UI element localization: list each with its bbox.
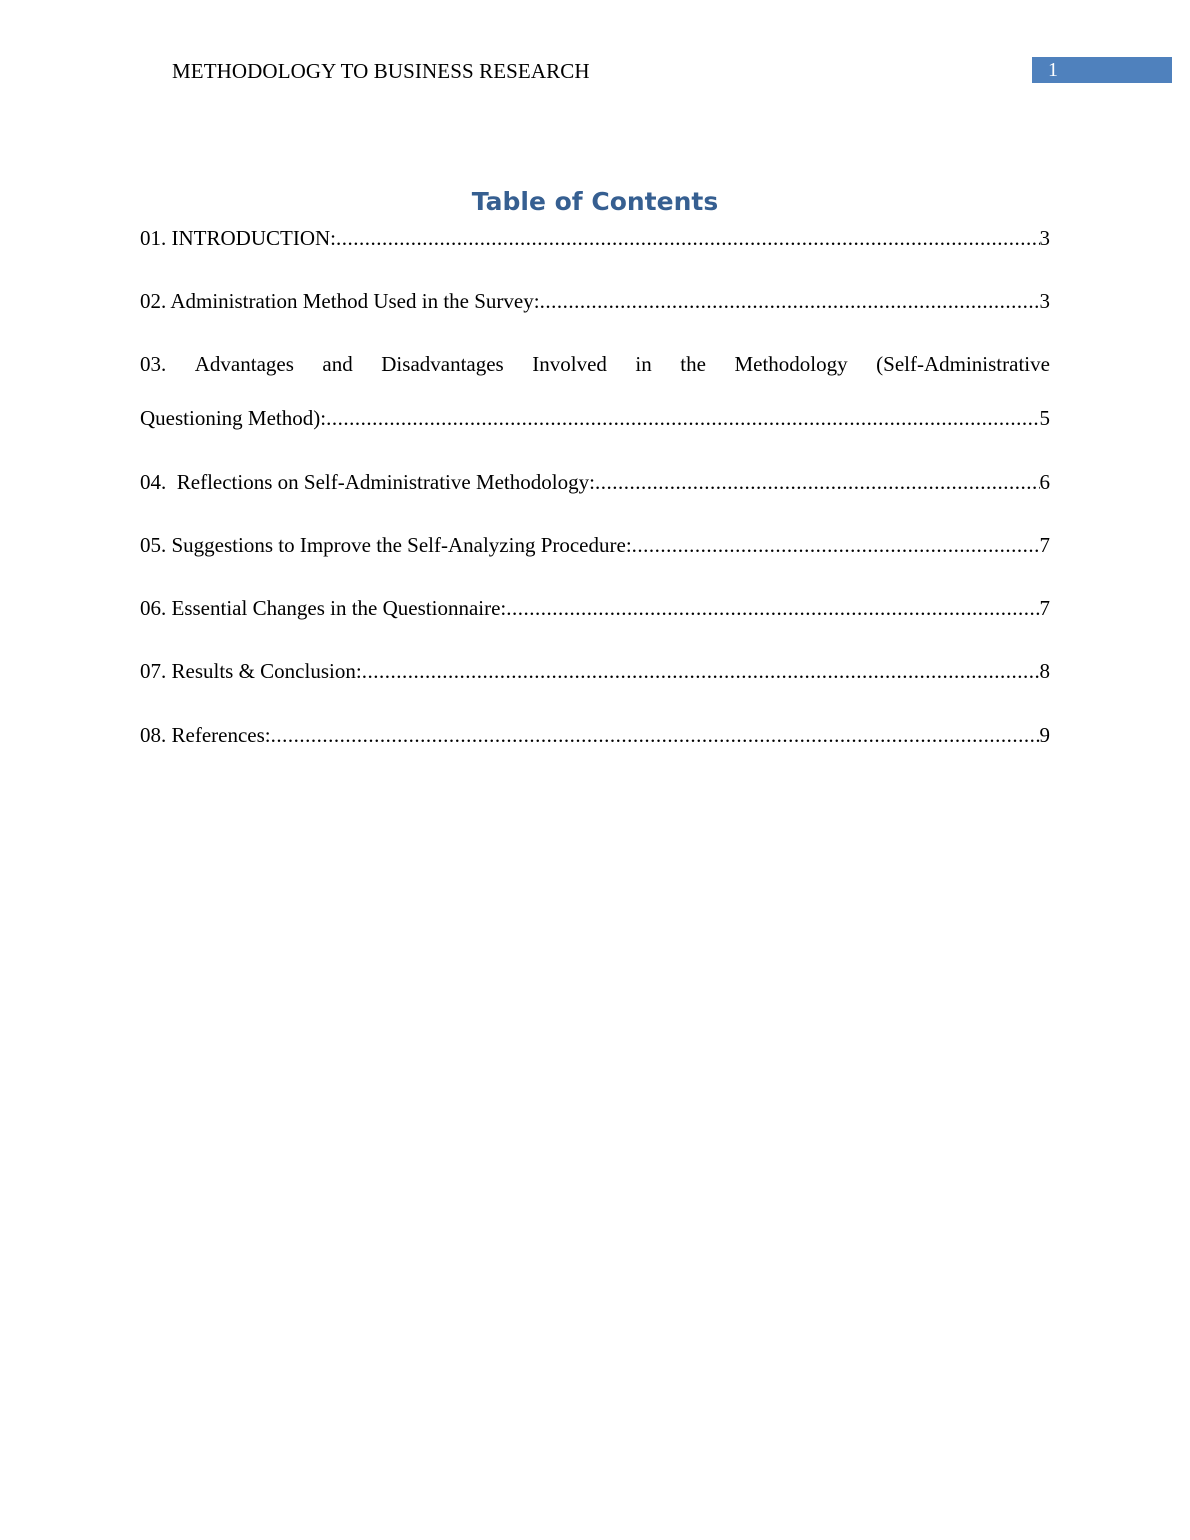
toc-entry[interactable]: [140, 722, 1050, 748]
toc-entry-label: 01. INTRODUCTION:: [140, 226, 336, 250]
page-number: 1: [1048, 59, 1058, 81]
dot-leader: [336, 225, 1040, 251]
running-header-title: METHODOLOGY TO BUSINESS RESEARCH: [172, 59, 590, 83]
toc-entry[interactable]: [140, 658, 1050, 684]
toc-entry-page: 8: [1039, 659, 1050, 683]
toc-entry-label-line2: [140, 405, 1050, 431]
toc-entry-page: 9: [1039, 723, 1050, 747]
toc-entry-page: 5: [1039, 406, 1050, 430]
toc-entry-page: 6: [1039, 470, 1050, 494]
toc-word: in: [635, 352, 652, 376]
toc-word: Advantages: [194, 352, 294, 376]
dot-leader: [362, 658, 1040, 684]
toc-entry[interactable]: [140, 225, 1050, 251]
toc-word: and: [322, 352, 353, 376]
toc-word: 03.: [140, 352, 167, 376]
toc-entry-label: 08. References:: [140, 723, 271, 747]
toc-entry-label: 04. Reflections on Self-Administrative Methodology:: [140, 470, 595, 494]
toc-entry-label: 05. Suggestions to Improve the Self-Analyzing Procedure:: [140, 533, 632, 557]
toc-entry-label: Questioning Method):: [140, 406, 327, 430]
toc-word: Involved: [532, 352, 607, 376]
toc-entry[interactable]: [140, 469, 1050, 495]
dot-leader: [632, 532, 1040, 558]
toc-entry[interactable]: [140, 595, 1050, 621]
page-number-badge: [1032, 57, 1172, 83]
toc-entry-label: 07. Results & Conclusion:: [140, 659, 362, 683]
dot-leader: [326, 405, 1039, 431]
toc-entry-label: 06. Essential Changes in the Questionnaire:: [140, 596, 507, 620]
toc-entry-page: 3: [1039, 226, 1050, 250]
toc-entry-label-line1: [140, 351, 1050, 377]
toc-heading: Table of Contents: [471, 187, 719, 216]
dot-leader: [540, 288, 1040, 314]
toc-entry[interactable]: [140, 288, 1050, 314]
dot-leader: [595, 469, 1040, 495]
toc-word: Disadvantages: [381, 352, 504, 376]
toc-entry-label: 02. Administration Method Used in the Survey:: [140, 289, 540, 313]
toc-entry[interactable]: [140, 532, 1050, 558]
toc-entry-page: 7: [1039, 596, 1050, 620]
toc-word: (Self-Administrative: [876, 352, 1050, 376]
toc-entry-page: 3: [1039, 289, 1050, 313]
toc-word: the: [680, 352, 706, 376]
toc-word: Methodology: [734, 352, 848, 376]
toc-entry-page: 7: [1039, 533, 1050, 557]
dot-leader: [506, 595, 1039, 621]
dot-leader: [271, 722, 1040, 748]
